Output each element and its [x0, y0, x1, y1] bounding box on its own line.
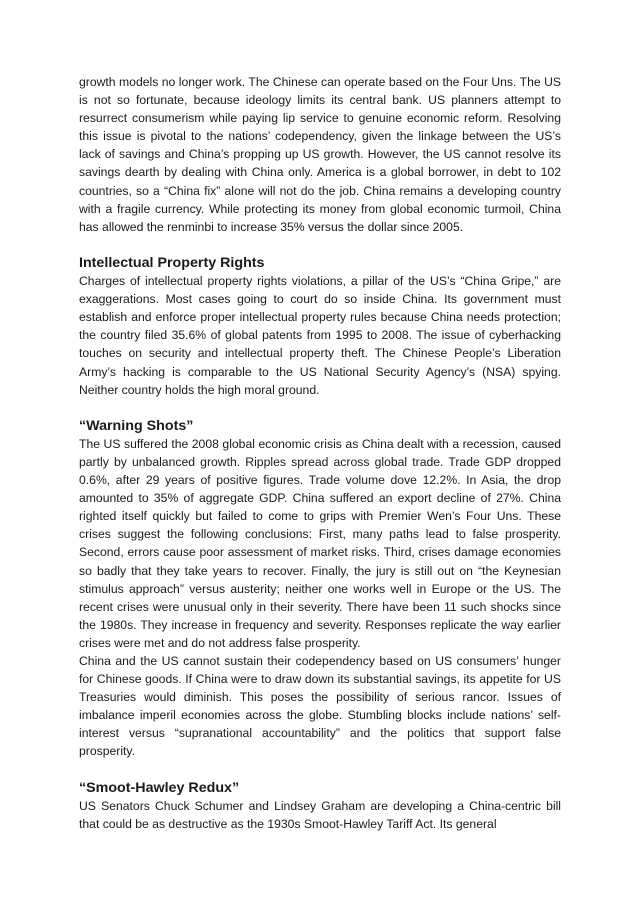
heading-intellectual-property-rights: Intellectual Property Rights: [79, 254, 265, 271]
paragraph-warning-shots: The US suffered the 2008 global economic crisis as China dealt with a recession, caused partly by unbalanced growth. Ripples spread across global trade. Trade GDP dropped 0.6%, after 29 years of positive figures. Trade volume dove 12.2%. In Asia, the drop amounted to 35% of aggregate GDP. China suffered an export decline of 27%. China righted itself quickly but failed to come to grips with Premier Wen’s Four Uns. These crises suggest the following conclusions: First, many paths lead to false prosperity. Second, errors cause poor assessment of market risks. Third, crises damage economies so badly that they take years to recover. Finally, the jury is still out on “the Keynesian stimulus approach” versus austerity; neither one works well in Europe or the US. The recent crises were unusual only in their severity. There have been 11 such shocks since the 1980s. They increase in frequency and severity. Responses replicate the way earlier crises were met and do not address false prosperity.: [79, 436, 561, 650]
paragraph-codependency: China and the US cannot sustain their codependency based on US consumers’ hunger for Chinese goods. If China were to draw down its substantial savings, its appetite for US Treasuries would diminish. This poses the possibility of serious rancor. Issues of imbalance imperil economies across the globe. Stumbling blocks include nations’ self-interest versus “supranational accountability” and the politics that support false prosperity.: [79, 654, 561, 759]
heading-smoot-hawley-redux: “Smoot-Hawley Redux”: [79, 779, 240, 796]
paragraph-spacer: [79, 399, 561, 417]
paragraph-smoot-hawley: US Senators Chuck Schumer and Lindsey Graham are developing a China-centric bill that could be as destructive as the 1930s Smoot-Hawley Tariff Act. Its general: [79, 798, 561, 831]
heading-warning-shots: “Warning Shots”: [79, 417, 194, 434]
paragraph-intellectual-property: Charges of intellectual property rights violations, a pillar of the US’s “China Gripe,” are exaggerations. Most cases going to court do so inside China. Its government must establish and enforce proper intellectual property rules because China needs protection; the country filed 35.6% of global patents from 1995 to 2008. The issue of cyberhacking touches on security and intellectual property theft. The Chinese People’s Liberation Army’s hacking is comparable to the US National Security Agency’s (NSA) spying. Neither country holds the high moral ground.: [79, 274, 561, 397]
paragraph-spacer: [79, 236, 561, 254]
paragraph-spacer: [79, 761, 561, 779]
paragraph-growth-models: growth models no longer work. The Chinese can operate based on the Four Uns. The US is not so fortunate, because ideology limits its central bank. US planners attempt to resurrect consumerism while paying lip service to genuine economic reform. Resolving this issue is pivotal to the nations’ codependency, given the linkage between the US’s lack of savings and China’s propping up US growth. However, the US cannot resolve its savings dearth by dealing with China only. America is a global borrower, in debt to 102 countries, so a “China fix” alone will not do the job. China remains a developing country with a fragile currency. While protecting its money from global economic turmoil, China has allowed the renminbi to increase 35% versus the dollar since 2005.: [79, 75, 561, 234]
document-body: [79, 73, 561, 833]
